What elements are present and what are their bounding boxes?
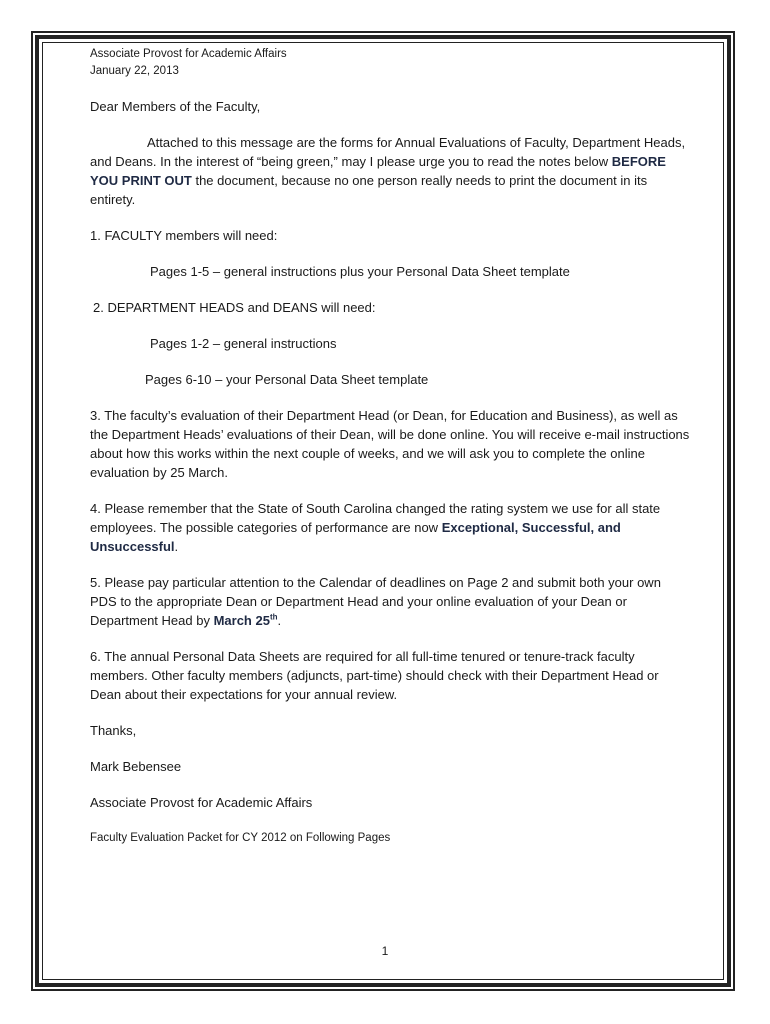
footer-note: Faculty Evaluation Packet for CY 2012 on Following Pages <box>90 832 391 844</box>
header-title: Associate Provost for Academic Affairs <box>90 48 287 60</box>
item3-paragraph: 3. The faculty’s evaluation of their Department Head (or Dean, for Education and Business), as well as the Department Heads’ evaluations of their Dean, will be done online. You will receive e-mail instructions about how this works within the next couple of weeks, and we will ask you to complete the online evaluation by 25 March. <box>90 408 690 480</box>
item5-sup: th <box>269 612 278 622</box>
item2-line2: Pages 6-10 – your Personal Data Sheet template <box>145 372 429 387</box>
intro-paragraph <box>90 133 690 209</box>
item6-paragraph: 6. The annual Personal Data Sheets are required for all full-time tenured or tenure-track faculty members. Other faculty members (adjuncts, part-time) should check with their Department Head or Dean about their expectations for your annual review. <box>90 649 659 702</box>
item4-bold: Exceptional, Successful, and Unsuccessful <box>90 520 621 554</box>
item5-text-1: 5. Please pay particular attention to the Calendar of deadlines on Page 2 and submit both your own PDS to the appropriate Dean or Department Head and your online evaluation of your Dean or Department Head by <box>90 575 661 628</box>
salutation: Dear Members of the Faculty, <box>90 99 261 114</box>
intro-text-1: Attached to this message are the forms for Annual Evaluations of Faculty, Department Heads, and Deans. In the interest of “being green,” may I please urge you to read the notes below <box>90 135 686 169</box>
item2-line1: Pages 1-2 – general instructions <box>150 336 337 351</box>
item4-paragraph <box>90 499 690 556</box>
item5-bold <box>214 613 278 628</box>
letter-body <box>90 46 690 848</box>
item5-bold-date: March 25 <box>213 613 270 628</box>
item1-line: Pages 1-5 – general instructions plus your Personal Data Sheet template <box>150 264 570 279</box>
item5-text-2: . <box>277 613 282 628</box>
intro-text-2: the document, because no one person really needs to print the document in its entirety. <box>90 173 648 207</box>
closing: Thanks, <box>90 723 137 738</box>
item4-text-1: 4. Please remember that the State of South Carolina changed the rating system we use for all state employees. The possible categories of performance are now <box>90 501 661 535</box>
item1-heading: 1. FACULTY members will need: <box>90 228 278 243</box>
item5-paragraph <box>90 573 690 630</box>
intro-bold: BEFORE YOU PRINT OUT <box>90 154 666 188</box>
signature-title: Associate Provost for Academic Affairs <box>90 795 313 810</box>
item2-heading: 2. DEPARTMENT HEADS and DEANS will need: <box>93 300 376 315</box>
page-number: 1 <box>381 944 389 958</box>
header-date: January 22, 2013 <box>90 65 179 77</box>
signature-name: Mark Bebensee <box>90 759 182 774</box>
item4-text-2: . <box>174 539 179 554</box>
